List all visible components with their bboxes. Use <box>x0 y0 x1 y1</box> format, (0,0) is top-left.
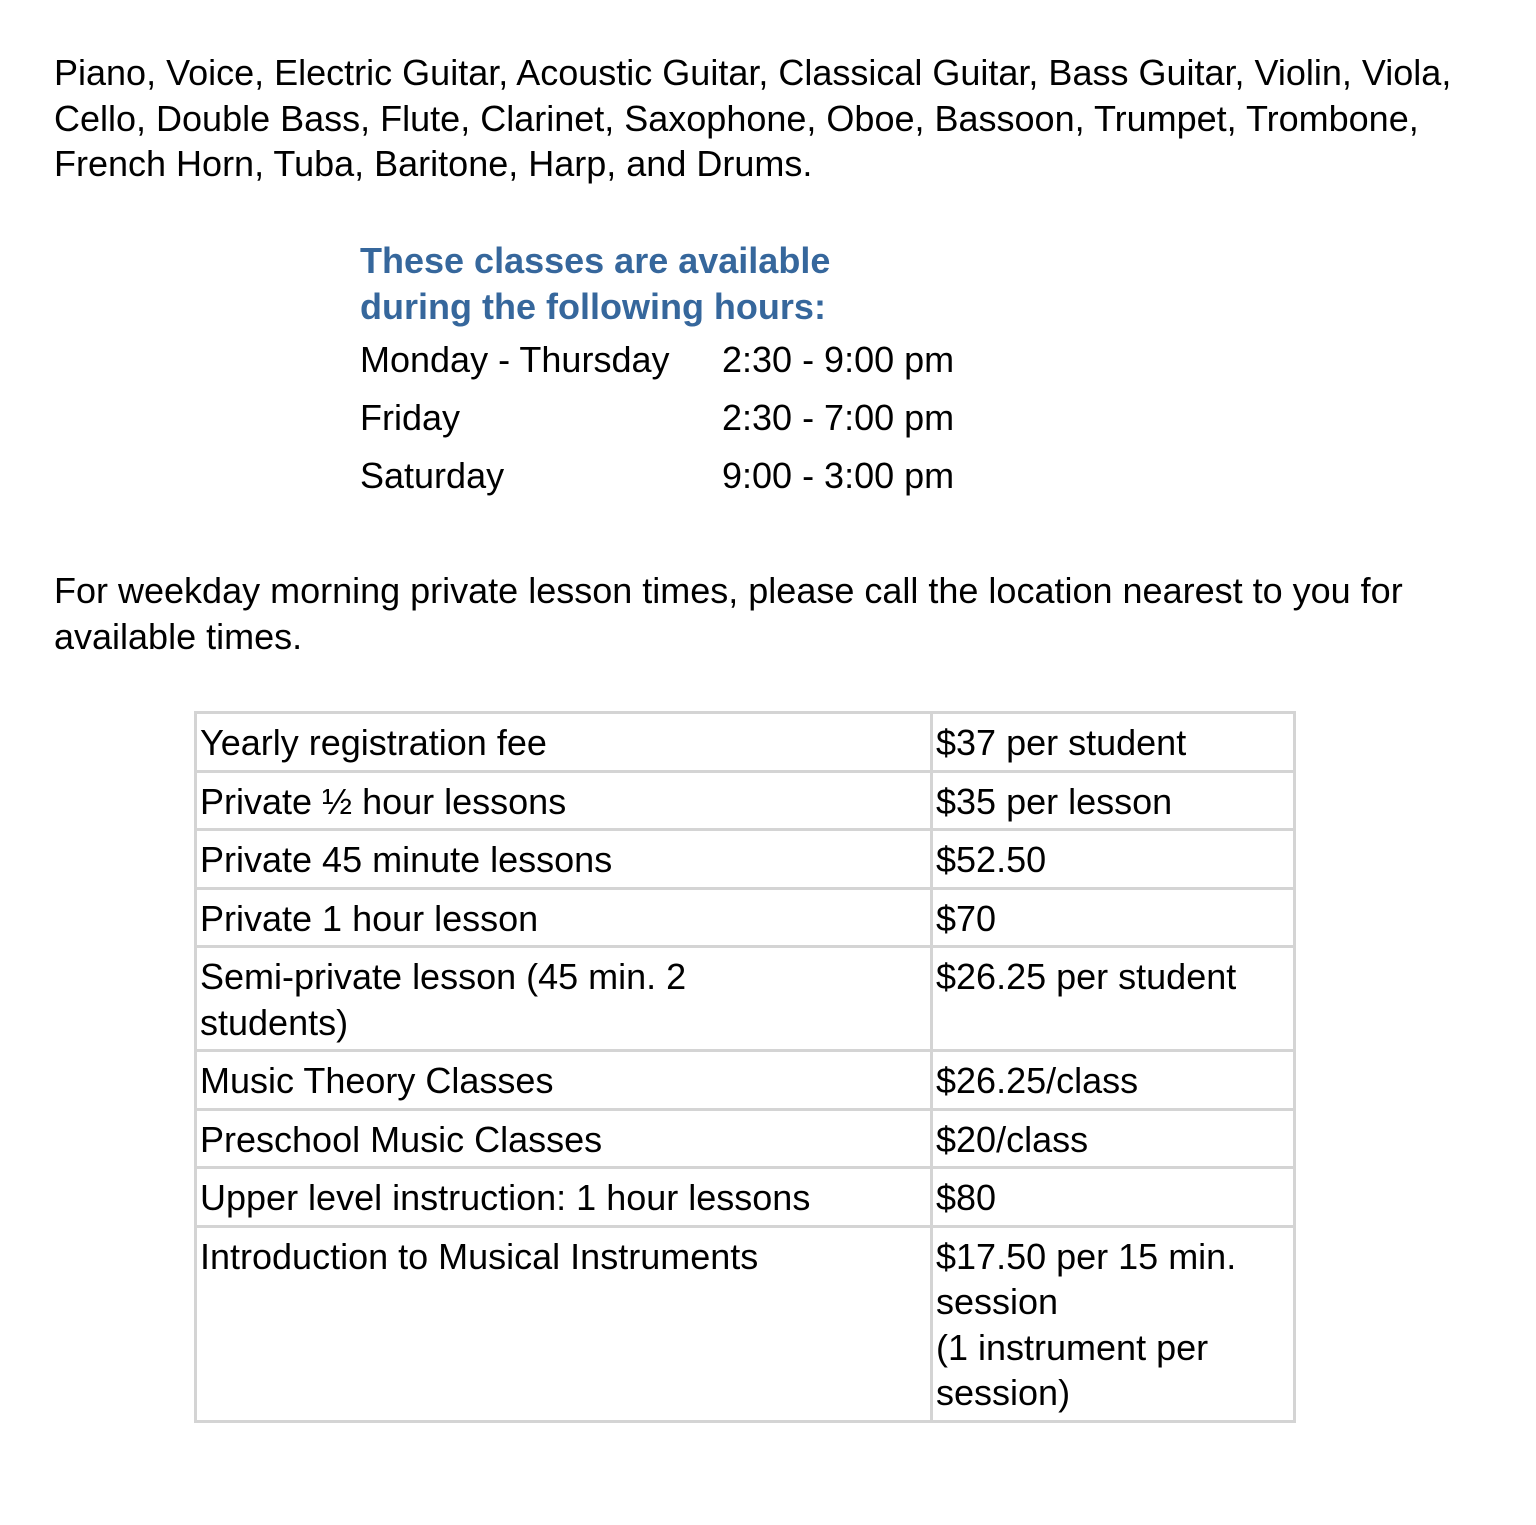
fee-price: $17.50 per 15 min. session <box>936 1235 1237 1322</box>
fee-price-note: (1 instrument per session) <box>936 1326 1209 1413</box>
hours-row <box>360 447 954 505</box>
table-row <box>197 714 1293 770</box>
hours-section <box>360 238 954 505</box>
fee-price: $35 per lesson <box>933 773 1293 829</box>
hours-day: Monday - Thursday <box>360 339 670 380</box>
fee-item: Music Theory Classes <box>197 1052 930 1108</box>
fee-item: Private ½ hour lessons <box>197 773 930 829</box>
table-row <box>197 948 1293 1049</box>
fee-price: $37 per student <box>933 714 1293 770</box>
table-row <box>197 1169 1293 1225</box>
fee-item: Introduction to Musical Instruments <box>197 1228 930 1420</box>
fee-item: Preschool Music Classes <box>197 1111 930 1167</box>
fee-price: $26.25/class <box>933 1052 1293 1108</box>
hours-day: Saturday <box>360 455 505 496</box>
hours-day: Friday <box>360 397 461 438</box>
hours-time: 2:30 - 7:00 pm <box>722 397 955 438</box>
table-row <box>197 1111 1293 1167</box>
table-row <box>197 773 1293 829</box>
fee-price-cell <box>933 1228 1293 1420</box>
fee-price: $70 <box>933 890 1293 946</box>
hours-time: 2:30 - 9:00 pm <box>722 339 955 380</box>
hours-heading-line1: These classes are available <box>360 240 831 281</box>
hours-row <box>360 331 954 389</box>
morning-lessons-note: For weekday morning private lesson times, please call the location nearest to you for available times. <box>54 570 1403 657</box>
hours-time: 9:00 - 3:00 pm <box>722 455 955 496</box>
fee-price: $80 <box>933 1169 1293 1225</box>
table-row <box>197 1052 1293 1108</box>
table-row <box>197 831 1293 887</box>
hours-heading-line2: during the following hours: <box>360 285 826 327</box>
fee-item: Upper level instruction: 1 hour lessons <box>197 1169 930 1225</box>
hours-row <box>360 389 954 447</box>
hours-heading <box>360 238 954 329</box>
fee-price: $52.50 <box>933 831 1293 887</box>
fee-price: $26.25 per student <box>933 948 1293 1049</box>
fee-item: Semi-private lesson (45 min. 2 students) <box>197 948 930 1049</box>
instruments-list: Piano, Voice, Electric Guitar, Acoustic Guitar, Classical Guitar, Bass Guitar, Violin, Viola, Cello, Double Bass, Flute, Clarinet, Saxophone, Oboe, Bassoon, Trumpet, Trombone, French Horn, Tuba, Baritone, Harp, and Drums. <box>54 52 1452 184</box>
fee-price: $20/class <box>933 1111 1293 1167</box>
table-row <box>197 1228 1293 1420</box>
table-row <box>197 890 1293 946</box>
fee-item: Private 45 minute lessons <box>197 831 930 887</box>
fees-table <box>194 711 1296 1423</box>
fee-item: Yearly registration fee <box>197 714 930 770</box>
fee-item: Private 1 hour lesson <box>197 890 930 946</box>
